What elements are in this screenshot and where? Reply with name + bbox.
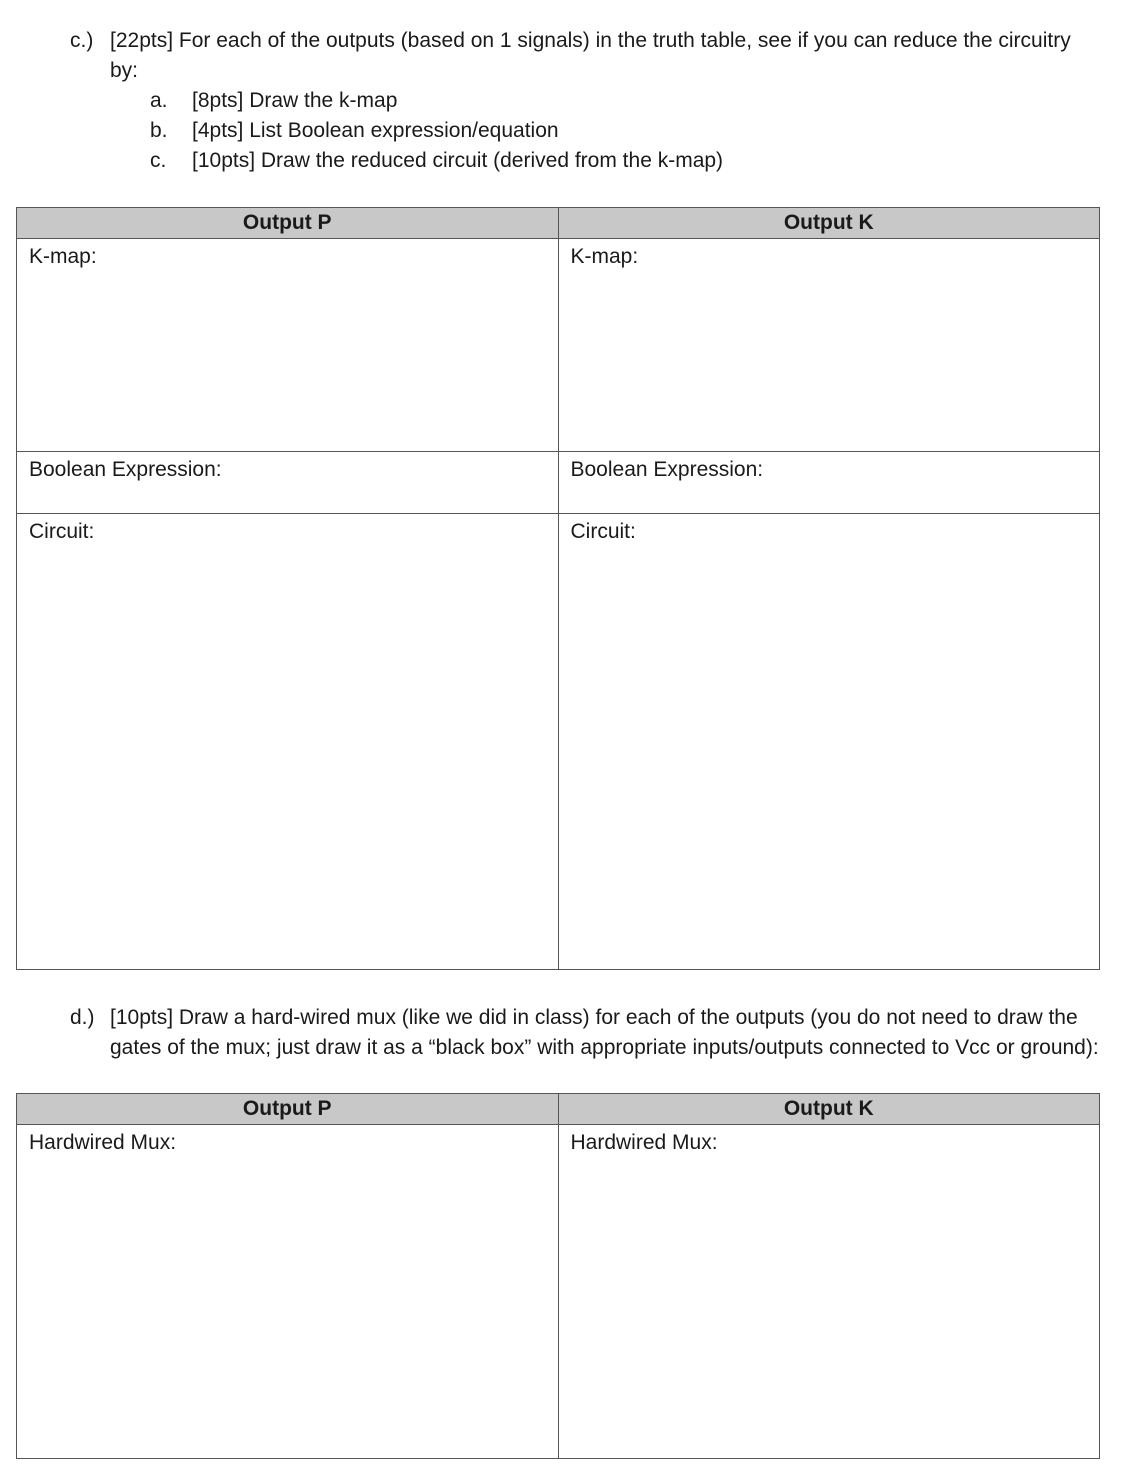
hardwired-mux-label: Hardwired Mux: — [570, 1131, 718, 1154]
circuit-label: Circuit: — [29, 520, 95, 543]
question-c-text: [22pts] For each of the outputs (based on 1 signals) in the truth table, see if you can reduce the circuitry by: — [110, 29, 1071, 82]
boolean-expression-label: Boolean Expression: — [29, 458, 222, 481]
kmap-label: K-map: — [29, 245, 97, 268]
kmap-row — [17, 239, 1100, 452]
header-output-k: Output K — [558, 1094, 1100, 1125]
answer-table-d — [16, 1093, 1100, 1459]
question-c-prompt — [70, 26, 1100, 86]
boolean-expression-cell-p[interactable] — [17, 452, 559, 514]
circuit-label: Circuit: — [570, 520, 636, 543]
subitem-letter: a. — [150, 89, 168, 112]
subitem-text: [4pts] List Boolean expression/equation — [192, 119, 559, 142]
boolean-expression-cell-k[interactable] — [558, 452, 1100, 514]
question-c-number: c.) — [70, 29, 94, 52]
table-header-row — [17, 1094, 1100, 1125]
question-d — [70, 1003, 1100, 1063]
boolean-expression-row — [17, 452, 1100, 514]
hardwired-mux-cell-p[interactable] — [17, 1125, 559, 1459]
answer-table-c — [16, 207, 1100, 970]
header-output-p: Output P — [17, 1094, 559, 1125]
subitem-letter: c. — [150, 149, 167, 172]
subitem-text: [8pts] Draw the k-map — [192, 89, 398, 112]
circuit-cell-k[interactable] — [558, 514, 1100, 970]
table-header-row — [17, 208, 1100, 239]
question-d-number: d.) — [70, 1006, 95, 1029]
header-output-k: Output K — [558, 208, 1100, 239]
question-c-subitems — [150, 86, 1100, 176]
kmap-cell-p[interactable] — [17, 239, 559, 452]
subitem-b — [150, 116, 1100, 146]
header-output-p: Output P — [17, 208, 559, 239]
subitem-a — [150, 86, 1100, 116]
circuit-cell-p[interactable] — [17, 514, 559, 970]
kmap-label: K-map: — [570, 245, 639, 268]
hardwired-mux-cell-k[interactable] — [558, 1125, 1100, 1459]
circuit-row — [17, 514, 1100, 970]
subitem-text: [10pts] Draw the reduced circuit (derived from the k-map) — [192, 149, 724, 172]
hardwired-mux-row — [17, 1125, 1100, 1459]
question-d-prompt — [70, 1003, 1100, 1063]
question-d-text: [10pts] Draw a hard-wired mux (like we did in class) for each of the outputs (you do not need to draw the gates of the mux; just draw it as a “black box” with appropriate inputs/outputs connected to Vcc or ground): — [110, 1006, 1099, 1059]
question-c — [70, 26, 1100, 176]
kmap-cell-k[interactable] — [558, 239, 1100, 452]
boolean-expression-label: Boolean Expression: — [570, 458, 764, 481]
subitem-c — [150, 146, 1100, 176]
hardwired-mux-label: Hardwired Mux: — [29, 1131, 177, 1154]
subitem-letter: b. — [150, 119, 168, 142]
